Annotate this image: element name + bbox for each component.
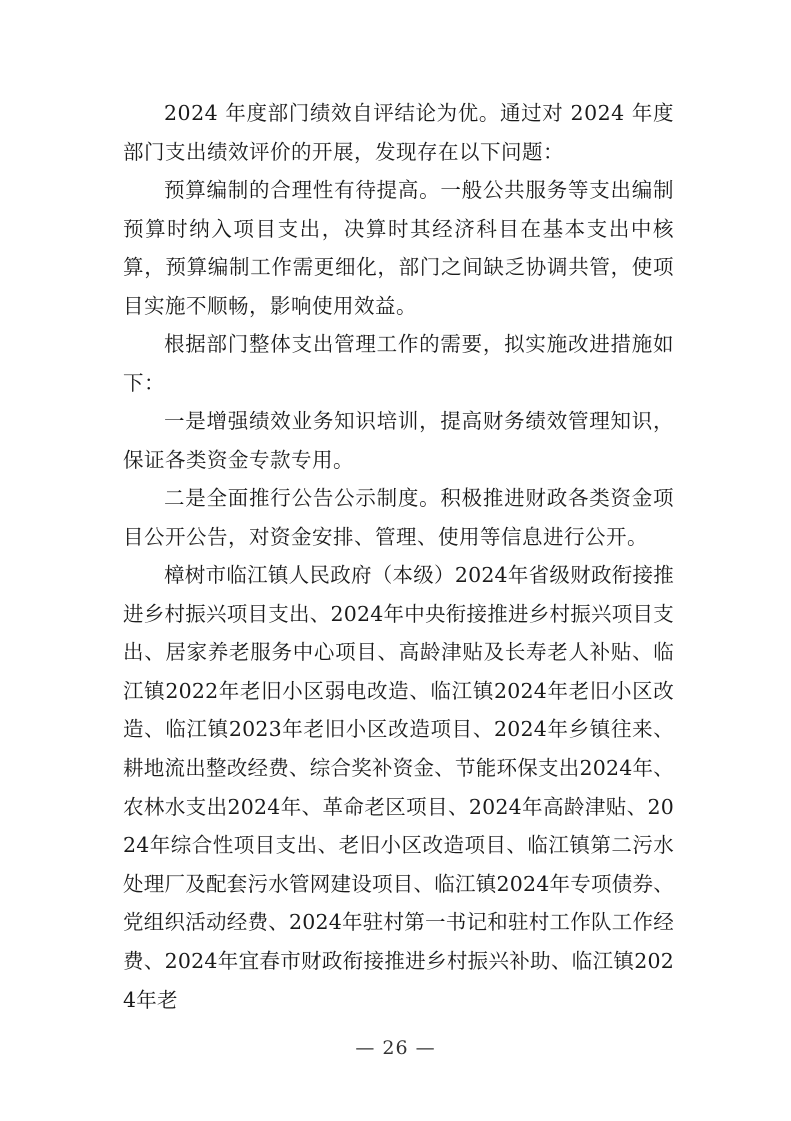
paragraph-measure-two: 二是全面推行公告公示制度。积极推进财政各类资金项目公开公告，对资金安排、管理、使用等信息进行公开。 xyxy=(123,486,674,549)
paragraph-problem: 预算编制的合理性有待提高。一般公共服务等支出编制预算时纳入项目支出，决算时其经济科目在基本支出中核算，预算编制工作需更细化，部门之间缺乏协调共管，使项目实施不顺畅，影响使用效益。 xyxy=(123,178,674,318)
paragraph-measure-one: 一是增强绩效业务知识培训，提高财务绩效管理知识，保证各类资金专款专用。 xyxy=(123,409,674,472)
page-number: — 26 — xyxy=(355,1037,436,1059)
document-body xyxy=(123,94,674,1019)
paragraph-measures-intro: 根据部门整体支出管理工作的需要，拟实施改进措施如下： xyxy=(123,332,674,395)
paragraph-conclusion: 2024 年度部门绩效自评结论为优。通过对 2024 年度部门支出绩效评价的开展，发现存在以下问题： xyxy=(123,101,674,164)
paragraph-project-list: 樟树市临江镇人民政府（本级）2024年省级财政衔接推进乡村振兴项目支出、2024年中央衔接推进乡村振兴项目支出、居家养老服务中心项目、高龄津贴及长寿老人补贴、临江镇2022年老旧小区弱电改造、临江镇2024年老旧小区改造、临江镇2023年老旧小区改造项目、2024年乡镇往来、耕地流出整改经费、综合奖补资金、节能环保支出2024年、农林水支出2024年、革命老区项目、2024年高龄津贴、2024年综合性项目支出、老旧小区改造项目、临江镇第二污水处理厂及配套污水管网建设项目、临江镇2024年专项债券、党组织活动经费、2024年驻村第一书记和驻村工作队工作经费、2024年宜春市财政衔接推进乡村振兴补助、临江镇2024年老 xyxy=(123,563,674,1012)
